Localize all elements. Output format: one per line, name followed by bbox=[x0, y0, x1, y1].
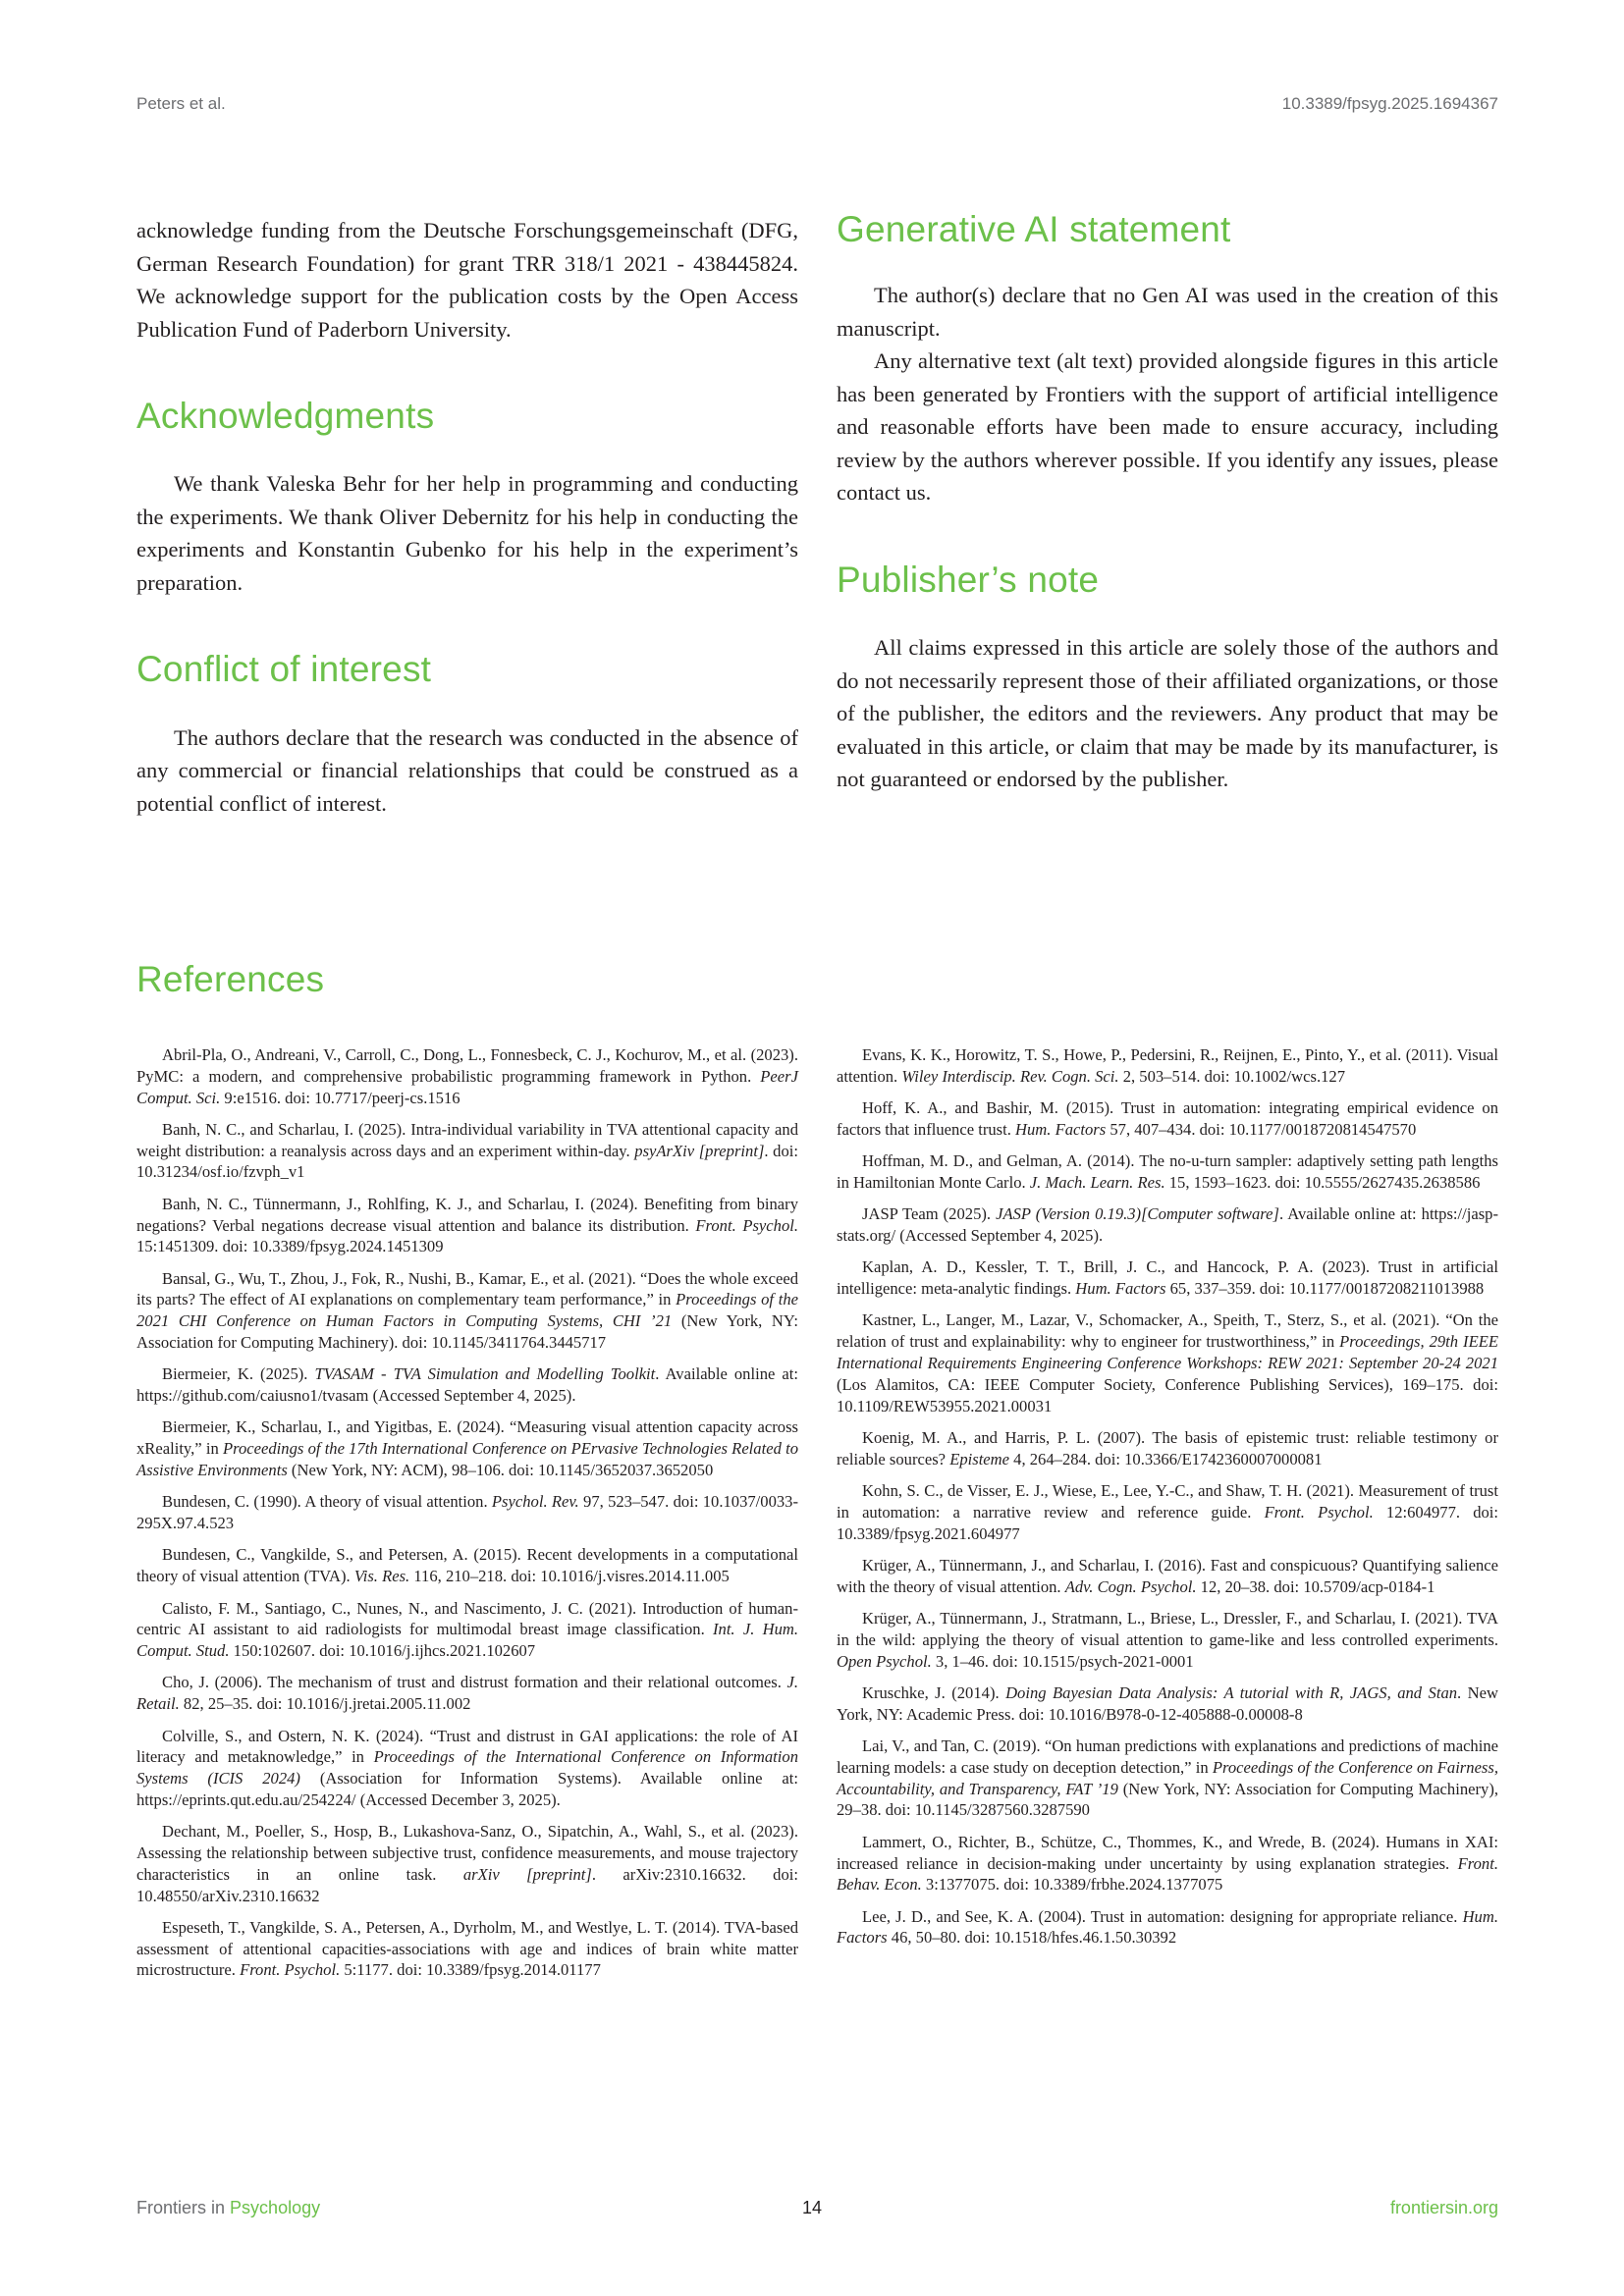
reference-text: . Available online at: bbox=[1278, 1204, 1422, 1224]
generative-ai-text-1: The author(s) declare that no Gen AI was used in the creation of this manuscript. bbox=[837, 283, 1498, 341]
reference-text: 12:604977. doi: 10.3389/fpsyg.2021.604977 bbox=[837, 1502, 1499, 1543]
reference-venue: arXiv [preprint] bbox=[462, 1864, 592, 1884]
reference-item bbox=[136, 1119, 798, 1183]
reference-venue: Psychol. Rev. bbox=[491, 1492, 579, 1512]
reference-text: (New York, NY: Association for Computing Machinery). doi: 10.1145/3411764.3445717 bbox=[136, 1311, 798, 1353]
reference-link[interactable]: https://github.com/caiusno1/tvasam bbox=[136, 1386, 369, 1406]
reference-item bbox=[136, 1598, 798, 1662]
reference-text: 97, 523–547. doi: 10.1037/0033-295X.97.4.523 bbox=[136, 1492, 798, 1533]
reference-text: (Accessed September 4, 2025). bbox=[895, 1226, 1104, 1246]
reference-venue: Open Psychol. bbox=[837, 1651, 932, 1671]
references-left-column bbox=[136, 1044, 798, 1992]
reference-venue: Hum. Factors bbox=[1075, 1279, 1166, 1299]
reference-text: JASP Team (2025). bbox=[862, 1204, 997, 1224]
reference-item bbox=[837, 1427, 1498, 1470]
reference-item bbox=[837, 1906, 1498, 1949]
reference-text: Hoff, K. A., and Bashir, M. (2015). Trust in automation: integrating empirical evidence on factors that influence trust. bbox=[837, 1098, 1498, 1139]
reference-venue: J. Retail. bbox=[136, 1673, 798, 1714]
reference-text: 3:1377075. doi: 10.3389/frbhe.2024.1377075 bbox=[921, 1875, 1223, 1895]
reference-text: 4, 264–284. doi: 10.3366/E1742360007000081 bbox=[1009, 1449, 1323, 1468]
reference-item bbox=[837, 1150, 1498, 1194]
reference-item bbox=[837, 1044, 1498, 1088]
reference-text: 15:1451309. doi: 10.3389/fpsyg.2024.1451309 bbox=[136, 1237, 444, 1256]
reference-text: Krüger, A., Tünnermann, J., Stratmann, L., Briese, L., Dressler, F., and Scharlau, I. (2021). TVA in the wild: applying the theory of visual attention to game-like and less controlled experiments. bbox=[837, 1609, 1498, 1649]
reference-item bbox=[837, 1203, 1498, 1247]
reference-item bbox=[136, 1544, 798, 1587]
reference-item bbox=[136, 1821, 798, 1906]
reference-text: (Accessed December 3, 2025). bbox=[355, 1789, 561, 1809]
page-number: 14 bbox=[801, 2198, 823, 2217]
right-column bbox=[837, 208, 1498, 796]
left-column bbox=[136, 214, 798, 820]
generative-ai-text-2: Any alternative text (alt text) provided alongside figures in this article has been generated by Frontiers with the support of artificial intelligence and reasonable efforts have been made to ensure accuracy, including review by the authors wherever possible. If you identify any issues, please contact us. bbox=[837, 348, 1498, 506]
reference-text: Kaplan, A. D., Kessler, T. T., Brill, J. C., and Hancock, P. A. (2023). Trust in artificial intelligence: meta-analytic findings. bbox=[837, 1257, 1498, 1299]
reference-venue: Proceedings of the International Conference on Information Systems (ICIS 2024) bbox=[136, 1747, 798, 1789]
reference-venue: Front. Psychol. bbox=[240, 1960, 341, 1980]
reference-item bbox=[837, 1256, 1498, 1300]
reference-text: Biermeier, K. (2025). bbox=[162, 1364, 315, 1384]
reference-text: Colville, S., and Ostern, N. K. (2024). “Trust and distrust in GAI applications: the role of AI literacy and metaknowledge,” in bbox=[136, 1726, 798, 1767]
reference-venue: PeerJ Comput. Sci. bbox=[136, 1066, 798, 1107]
reference-text: 116, 210–218. doi: 10.1016/j.visres.2014.11.005 bbox=[409, 1567, 730, 1586]
reference-venue: Episteme bbox=[949, 1449, 1010, 1468]
reference-text: Dechant, M., Poeller, S., Hosp, B., Lukashova-Sanz, O., Sipatchin, A., Wahl, S., et al. (2023). Assessing the relationship between subjective trust, confidence measurements, and mouse trajectory characteristics in an online task. bbox=[136, 1822, 798, 1884]
reference-text: . arXiv:2310.16632. doi: 10.48550/arXiv.2310.16632 bbox=[136, 1864, 798, 1905]
reference-text: 3, 1–46. doi: 10.1515/psych-2021-0001 bbox=[931, 1651, 1194, 1671]
reference-venue: Int. J. Hum. Comput. Stud. bbox=[136, 1620, 798, 1661]
reference-item bbox=[136, 1363, 798, 1407]
reference-venue: Vis. Res. bbox=[353, 1567, 410, 1586]
reference-item bbox=[136, 1672, 798, 1715]
reference-item bbox=[837, 1097, 1498, 1141]
running-head-doi: 10.3389/fpsyg.2025.1694367 bbox=[1281, 94, 1498, 113]
reference-item bbox=[837, 1682, 1498, 1726]
footer-site-link[interactable]: frontiersin.org bbox=[1389, 2198, 1498, 2217]
conflict-of-interest-heading: Conflict of interest bbox=[136, 649, 432, 690]
reference-venue: Front. Psychol. bbox=[695, 1215, 799, 1235]
reference-venue: J. Mach. Learn. Res. bbox=[1029, 1172, 1165, 1192]
reference-text: Kruschke, J. (2014). bbox=[862, 1682, 1006, 1702]
reference-text: Espeseth, T., Vangkilde, S. A., Petersen, A., Dyrholm, M., and Westlye, L. T. (2014). TVA-based assessment of attentional capacities-associations with age and indices of brain white matter microstructure. bbox=[136, 1917, 798, 1980]
reference-item bbox=[837, 1832, 1498, 1896]
reference-item bbox=[136, 1917, 798, 1981]
acknowledgments-text: We thank Valeska Behr for her help in programming and conducting the experiments. We thank Oliver Debernitz for his help in conducting the experiments and Konstantin Gubenko for his help in the experiment’s preparation. bbox=[136, 471, 798, 595]
reference-text: Lammert, O., Richter, B., Schütze, C., Thommes, K., and Wrede, B. (2024). Humans in XAI: increased reliance in decision-making under uncertainty by using explanation strategies. bbox=[837, 1832, 1498, 1873]
references-right-column bbox=[837, 1044, 1498, 1959]
reference-text: 65, 337–359. doi: 10.1177/00187208211013988 bbox=[1165, 1279, 1485, 1299]
reference-text: (Los Alamitos, CA: IEEE Computer Society, Conference Publishing Services), 169–175. doi: 10.1109/REW53955.2021.00031 bbox=[837, 1374, 1498, 1415]
footer-journal-prefix: Frontiers in bbox=[136, 2198, 226, 2217]
reference-text: Banh, N. C., Tünnermann, J., Rohlfing, K. J., and Scharlau, I. (2024). Benefiting from binary negations? Verbal negations decrease visual attention and balance its distribution. bbox=[136, 1194, 798, 1235]
reference-venue: Front. Behav. Econ. bbox=[837, 1853, 1498, 1895]
reference-text: 150:102607. doi: 10.1016/j.ijhcs.2021.102607 bbox=[229, 1641, 536, 1661]
reference-link[interactable]: https://eprints.qut.edu.au/254224/ bbox=[136, 1789, 356, 1809]
references-heading: References bbox=[136, 959, 325, 999]
reference-venue: JASP (Version 0.19.3)[Computer software] bbox=[996, 1204, 1279, 1224]
generative-ai-heading: Generative AI statement bbox=[837, 209, 1231, 249]
publishers-note-heading: Publisher’s note bbox=[837, 559, 1100, 600]
reference-item bbox=[136, 1726, 798, 1811]
reference-venue: Wiley Interdiscip. Rev. Cogn. Sci. bbox=[901, 1066, 1119, 1086]
reference-text: 9:e1516. doi: 10.7717/peerj-cs.1516 bbox=[220, 1088, 460, 1107]
acknowledgments-heading: Acknowledgments bbox=[136, 396, 435, 436]
reference-venue: TVASAM - TVA Simulation and Modelling Toolkit bbox=[314, 1364, 656, 1384]
reference-text: 15, 1593–1623. doi: 10.5555/2627435.2638586 bbox=[1164, 1172, 1481, 1192]
reference-text: Calisto, F. M., Santiago, C., Nunes, N., and Nascimento, J. C. (2021). Introduction of human-centric AI assistant to aid radiologists for multimodal breast image classification. bbox=[136, 1598, 798, 1639]
reference-text: Evans, K. K., Horowitz, T. S., Howe, P., Pedersini, R., Reijnen, E., Pinto, Y., et al. (2011). Visual attention. bbox=[837, 1045, 1498, 1086]
reference-text: 57, 407–434. doi: 10.1177/0018720814547570 bbox=[1106, 1119, 1417, 1139]
footer-journal-name: Psychology bbox=[230, 2198, 321, 2217]
reference-item bbox=[136, 1044, 798, 1108]
running-head-authors: Peters et al. bbox=[136, 94, 226, 113]
reference-item bbox=[136, 1416, 798, 1480]
conflict-of-interest-text: The authors declare that the research was conducted in the absence of any commercial or financial relationships that could be construed as a potential conflict of interest. bbox=[136, 724, 798, 816]
reference-text: (New York, NY: Association for Computing Machinery), 29–38. doi: 10.1145/3287560.3287590 bbox=[837, 1779, 1498, 1820]
reference-venue: Adv. Cogn. Psychol. bbox=[1064, 1576, 1197, 1596]
reference-item bbox=[837, 1608, 1498, 1672]
reference-text: Bansal, G., Wu, T., Zhou, J., Fok, R., Nushi, B., Kamar, E., et al. (2021). “Does the whole exceed its parts? The effect of AI explanations on complementary team performance,” in bbox=[136, 1268, 798, 1309]
reference-venue: Hum. Factors bbox=[837, 1906, 1498, 1948]
reference-text: Koenig, M. A., and Harris, P. L. (2007). The basis of epistemic trust: reliable testimony or reliable sources? bbox=[837, 1427, 1498, 1468]
reference-text: Kohn, S. C., de Visser, E. J., Wiese, E., Lee, Y.-C., and Shaw, T. H. (2021). Measurement of trust in automation: a narrative review and reference guide. bbox=[837, 1481, 1498, 1522]
reference-text: Lee, J. D., and See, K. A. (2004). Trust in automation: designing for appropriate reliance. bbox=[862, 1906, 1463, 1926]
reference-text: (New York, NY: ACM), 98–106. doi: 10.1145/3652037.3652050 bbox=[287, 1461, 714, 1480]
reference-item bbox=[837, 1735, 1498, 1821]
reference-text: . New York, NY: Academic Press. doi: 10.1016/B978-0-12-405888-0.00008-8 bbox=[837, 1682, 1498, 1724]
reference-item bbox=[837, 1480, 1498, 1544]
reference-item bbox=[837, 1555, 1498, 1598]
reference-venue: Proceedings of the 2021 CHI Conference on Human Factors in Computing Systems, CHI ’21 bbox=[136, 1290, 798, 1331]
reference-venue: Hum. Factors bbox=[1015, 1119, 1107, 1139]
reference-text: 82, 25–35. doi: 10.1016/j.jretai.2005.11.002 bbox=[179, 1694, 471, 1714]
reference-text: . doi: 10.31234/osf.io/fzvph_v1 bbox=[136, 1141, 798, 1182]
reference-item bbox=[837, 1309, 1498, 1416]
reference-venue: Front. Psychol. bbox=[1264, 1502, 1374, 1522]
reference-text: Cho, J. (2006). The mechanism of trust and distrust formation and their relational outcomes. bbox=[162, 1673, 787, 1692]
reference-text: 12, 20–38. doi: 10.5709/acp-0184-1 bbox=[1196, 1576, 1435, 1596]
reference-text: Abril-Pla, O., Andreani, V., Carroll, C., Dong, L., Fonnesbeck, C. J., Kochurov, M., et al. (2023). PyMC: a modern, and comprehensive probabilistic programming framework in Python. bbox=[136, 1045, 798, 1086]
reference-text: Lai, V., and Tan, C. (2019). “On human predictions with explanations and predictions of machine learning models: a case study on deception detection,” in bbox=[837, 1736, 1498, 1777]
reference-text: Kastner, L., Langer, M., Lazar, V., Schomacker, A., Speith, T., Sterz, S., et al. (2021). “On the relation of trust and explainability: why to engineer for trustworthiness,” in bbox=[837, 1310, 1498, 1352]
reference-text: 5:1177. doi: 10.3389/fpsyg.2014.01177 bbox=[340, 1960, 601, 1980]
reference-item bbox=[136, 1268, 798, 1354]
reference-venue: Proceedings of the 17th International Conference on PErvasive Technologies Related to Assistive Environments bbox=[136, 1439, 798, 1480]
reference-text: 46, 50–80. doi: 10.1518/hfes.46.1.50.30392 bbox=[887, 1928, 1177, 1948]
publishers-note-text: All claims expressed in this article are solely those of the authors and do not necessarily represent those of their affiliated organizations, or those of the publisher, the editors and the reviewers. Any product that may be evaluated in this article, or claim that may be made by its manufacturer, is not guaranteed or endorsed by the publisher. bbox=[837, 635, 1498, 792]
reference-text: Bundesen, C. (1990). A theory of visual attention. bbox=[162, 1492, 492, 1512]
reference-text: Banh, N. C., and Scharlau, I. (2025). Intra-individual variability in TVA attentional capacity and weight distribution: a reanalysis across days and an experiment within-day. bbox=[136, 1119, 798, 1160]
reference-venue: Doing Bayesian Data Analysis: A tutorial with R, JAGS, and Stan bbox=[1005, 1682, 1458, 1702]
reference-text: Hoffman, M. D., and Gelman, A. (2014). The no-u-turn sampler: adaptively setting path lengths in Hamiltonian Monte Carlo. bbox=[837, 1151, 1498, 1192]
reference-text: (Association for Information Systems). Available online at: bbox=[299, 1769, 798, 1789]
funding-paragraph: acknowledge funding from the Deutsche Forschungsgemeinschaft (DFG, German Research Foundation) for grant TRR 318/1 2021 - 438445824. We acknowledge support for the publication costs by the Open Access Publication Fund of Paderborn University. bbox=[136, 218, 798, 342]
reference-text: . Available online at: bbox=[655, 1364, 798, 1384]
reference-text: 2, 503–514. doi: 10.1002/wcs.127 bbox=[1118, 1066, 1346, 1086]
reference-text: Krüger, A., Tünnermann, J., and Scharlau, I. (2016). Fast and conspicuous? Quantifying salience with the theory of visual attention. bbox=[837, 1555, 1498, 1596]
reference-venue: Proceedings, 29th IEEE International Requirements Engineering Conference Workshops: REW 2021: September 20-24 2021 bbox=[837, 1332, 1498, 1373]
reference-text: Biermeier, K., Scharlau, I., and Yigitbas, E. (2024). “Measuring visual attention capacity across xReality,” in bbox=[136, 1417, 798, 1459]
reference-text: Bundesen, C., Vangkilde, S., and Petersen, A. (2015). Recent developments in a computational theory of visual attention (TVA). bbox=[136, 1545, 798, 1586]
reference-item bbox=[136, 1194, 798, 1257]
reference-venue: Proceedings of the Conference on Fairness, Accountability, and Transparency, FAT ’19 bbox=[837, 1757, 1498, 1798]
reference-link[interactable]: https://jasp-stats.org/ bbox=[837, 1204, 1498, 1246]
reference-item bbox=[136, 1491, 798, 1534]
reference-text: (Accessed September 4, 2025). bbox=[368, 1386, 576, 1406]
reference-venue: psyArXiv [preprint] bbox=[634, 1141, 765, 1160]
